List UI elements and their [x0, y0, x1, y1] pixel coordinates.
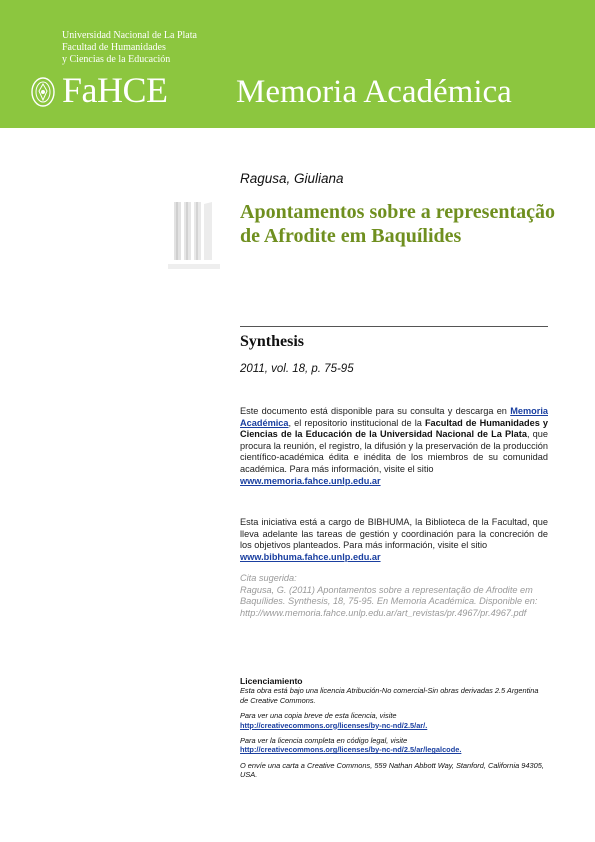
university-text: [62, 30, 197, 66]
bibhuma-text: Esta iniciativa está a cargo de BIBHUMA, la Biblioteca de la Facultad, que lleva adelante las tareas de gestión y coordinación para la concreción de los objetivos planteados. Para más información, visite el sitio: [240, 517, 548, 551]
license-section: [240, 677, 548, 780]
faculty-full-name: Facultad de Humanidades y Ciencias de la Educación de la Universidad Nacional de La Plata: [240, 417, 548, 440]
author: Ragusa, Giuliana: [240, 171, 344, 186]
license-mail: O envíe una carta a Creative Commons, 559 Nathan Abbott Way, Stanford, California 94305, USA.: [240, 760, 544, 780]
bibhuma-url-link[interactable]: www.bibhuma.fahce.unlp.edu.ar: [240, 551, 381, 562]
memoria-academica-link[interactable]: Memoria Académica: [240, 406, 548, 428]
journal-name: Synthesis: [240, 333, 305, 350]
license-heading: Licenciamiento: [240, 676, 303, 686]
university-seal-icon: [30, 76, 56, 108]
about-rest: , que procura la reunión, el registro, la difusión y la preservación de la producción científico-académica édita e inédita de los miembros de su comunidad académica. Para más información, visite el sitio: [240, 429, 548, 474]
divider: [240, 326, 548, 327]
suggested-citation: [240, 573, 548, 619]
bibhuma-paragraph: [240, 517, 548, 563]
citation-url[interactable]: http://www.memoria.fahce.unlp.edu.ar/art_revistas/pr.4967/pr.4967.pdf: [240, 607, 527, 618]
faculty-line-2: y Ciencias de la Educación: [62, 54, 171, 65]
about-intro: Este documento está disponible para su consulta y descarga en: [240, 406, 507, 416]
license-full-link[interactable]: http://creativecommons.org/licenses/by-nc-nd/2.5/ar/legalcode.: [240, 745, 462, 755]
about-paragraph: [240, 406, 548, 487]
citation-text: Ragusa, G. (2011) Apontamentos sobre a representação de Afrodite em Baquílides. Synthesis, 18, 75-95. En Memoria Académica. Disponible en:: [240, 584, 538, 607]
issue-info: 2011, vol. 18, p. 75-95: [240, 363, 354, 375]
document-title: Apontamentos sobre a representação de Afrodite em Baquílides: [240, 201, 555, 247]
books-icon: [168, 200, 228, 272]
license-description: Esta obra está bajo una licencia Atribución-No comercial-Sin obras derivadas 2.5 Argentina de Creative Commons.: [240, 686, 539, 705]
license-full-label: Para ver la licencia completa en código legal, visite: [240, 736, 408, 746]
license-brief-label: Para ver una copia breve de esta licencia, visite: [240, 711, 397, 721]
university-name: Universidad Nacional de La Plata: [62, 30, 197, 41]
memoria-url-link[interactable]: www.memoria.fahce.unlp.edu.ar: [240, 475, 381, 486]
citation-label: Cita sugerida:: [240, 573, 297, 583]
header-banner: [0, 0, 595, 128]
license-brief-link[interactable]: http://creativecommons.org/licenses/by-nc-nd/2.5/ar/.: [240, 720, 428, 730]
fahce-logo: FaHCE: [62, 70, 168, 110]
faculty-line-1: Facultad de Humanidades: [62, 42, 166, 53]
repository-name: Memoria Académica: [236, 74, 512, 110]
about-mid: , el repositorio institucional de la: [288, 417, 422, 428]
